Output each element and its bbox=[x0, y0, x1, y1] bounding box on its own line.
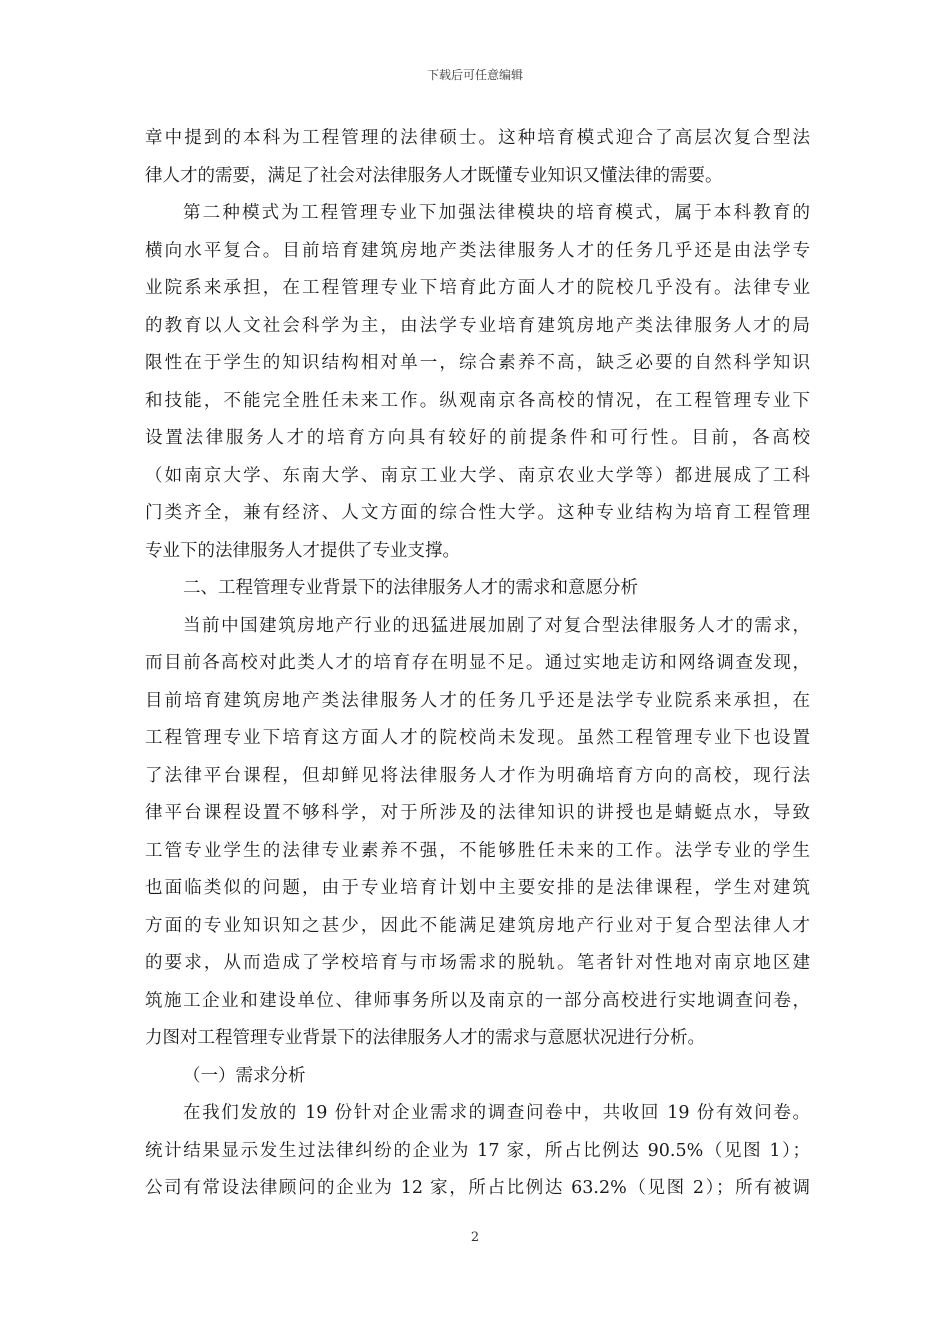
text-line: 方面的专业知识知之甚少，因此不能满足建筑房地产行业对于复合型法律人才 bbox=[145, 915, 810, 936]
text-line: 而目前各高校对此类人才的培育存在明显不足。通过实地走访和网络调查发现， bbox=[145, 653, 810, 673]
section-heading: 二、工程管理专业背景下的法律服务人才的需求和意愿分析 bbox=[183, 578, 638, 598]
text-line: 也面临类似的问题，由于专业培育计划中主要安排的是法律课程，学生对建筑 bbox=[145, 878, 810, 898]
text-line: 横向水平复合。目前培育建筑房地产类法律服务人才的任务几乎还是由法学专 bbox=[145, 240, 810, 261]
text-line: 律人才的需要，满足了社会对法律服务人才既懂专业知识又懂法律的需要。 bbox=[145, 165, 723, 186]
text-line: 设置法律服务人才的培育方向具有较好的前提条件和可行性。目前，各高校 bbox=[145, 428, 810, 448]
text-line: 工管专业学生的法律专业素养不强，不能够胜任未来的工作。法学专业的学生 bbox=[145, 840, 810, 861]
paragraph-start-line: 当前中国建筑房地产行业的迅猛进展加剧了对复合型法律服务人才的需求， bbox=[183, 615, 810, 636]
text-line: 力图对工程管理专业背景下的法律服务人才的需求与意愿状况进行分析。 bbox=[145, 1028, 705, 1048]
text-line: 筑施工企业和建设单位、律师事务所以及南京的一部分高校进行实地调查问卷， bbox=[145, 990, 810, 1011]
text-line: 门类齐全，兼有经济、人文方面的综合性大学。这种专业结构为培育工程管理 bbox=[145, 503, 810, 523]
text-line: 业院系来承担，在工程管理专业下培育此方面人才的院校几乎没有。法律专业 bbox=[145, 278, 810, 298]
text-line: 统计结果显示发生过法律纠纷的企业为 17 家，所占比例达 90.5%（见图 1）； bbox=[145, 1140, 810, 1161]
text-line: 的要求，从而造成了学校培育与市场需求的脱轨。笔者针对性地对南京地区建 bbox=[145, 953, 810, 973]
text-line: 目前培育建筑房地产类法律服务人才的任务几乎还是法学专业院系来承担，在 bbox=[145, 690, 810, 711]
text-line: 工程管理专业下培育这方面人才的院校尚未发现。虽然工程管理专业下也设置 bbox=[145, 728, 810, 748]
paragraph-start-line: 第二种模式为工程管理专业下加强法律模块的培育模式，属于本科教育的 bbox=[183, 203, 810, 223]
text-line: （如南京大学、东南大学、南京工业大学、南京农业大学等）都进展成了工科 bbox=[145, 465, 810, 486]
text-line: 和技能，不能完全胜任未来工作。纵观南京各高校的情况，在工程管理专业下 bbox=[145, 390, 810, 411]
page-number: 2 bbox=[470, 1230, 480, 1245]
text-line: 的教育以人文社会科学为主，由法学专业培育建筑房地产类法律服务人才的局 bbox=[145, 315, 810, 336]
paragraph-start-line: 在我们发放的 19 份针对企业需求的调查问卷中，共收回 19 份有效问卷。 bbox=[183, 1103, 810, 1123]
subsection-heading: （一）需求分析 bbox=[183, 1065, 306, 1086]
text-line: 章中提到的本科为工程管理的法律硕士。这种培育模式迎合了高层次复合型法 bbox=[145, 128, 810, 148]
text-line: 公司有常设法律顾问的企业为 12 家，所占比例达 63.2%（见图 2）；所有被调 bbox=[145, 1178, 810, 1198]
body-text bbox=[145, 120, 810, 1208]
text-line: 专业下的法律服务人才提供了专业支撑。 bbox=[145, 540, 460, 561]
text-line: 限性在于学生的知识结构相对单一，综合素养不高，缺乏必要的自然科学知识 bbox=[145, 353, 810, 373]
text-line: 了法律平台课程，但却鲜见将法律服务人才作为明确培育方向的高校，现行法 bbox=[145, 765, 810, 786]
text-line: 律平台课程设置不够科学，对于所涉及的法律知识的讲授也是蜻蜓点水，导致 bbox=[145, 803, 810, 823]
page-header: 下载后可任意编辑 bbox=[426, 68, 523, 82]
